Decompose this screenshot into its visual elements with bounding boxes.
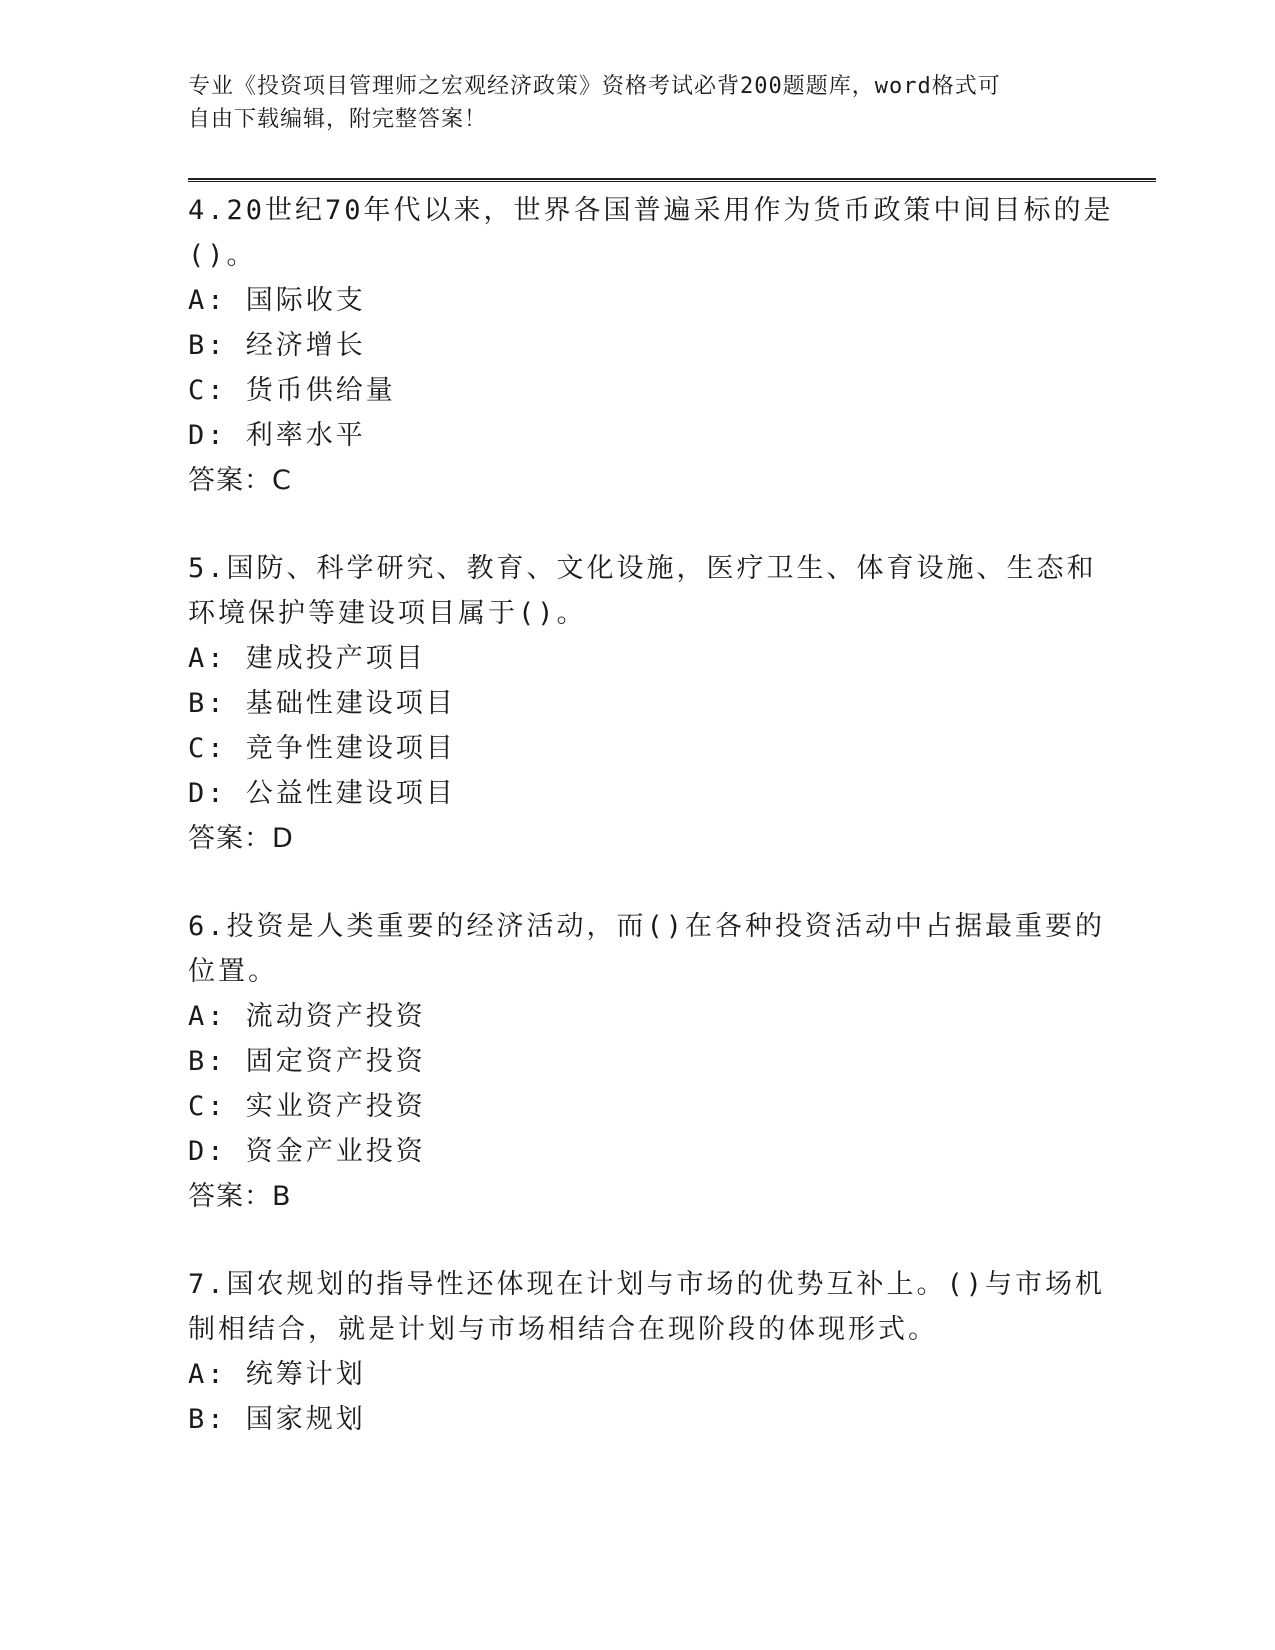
- document-header: [188, 70, 1088, 136]
- question-7: [188, 1262, 1148, 1442]
- answer-label: 答案：B: [188, 1181, 292, 1212]
- question-stem-continued: 制相结合，就是计划与市场相结合在现阶段的体现形式。: [188, 1314, 938, 1345]
- question-list: [188, 188, 1148, 1442]
- option-b: B: 经济增长: [188, 330, 366, 361]
- question-stem-continued: 环境保护等建设项目属于()。: [188, 598, 587, 629]
- option-c: C: 竞争性建设项目: [188, 733, 456, 764]
- question-stem-continued: 位置。: [188, 956, 278, 987]
- option-b: B: 固定资产投资: [188, 1046, 426, 1077]
- answer-label: 答案：D: [188, 823, 294, 854]
- option-b: B: 国家规划: [188, 1404, 366, 1435]
- question-spacer: [188, 861, 1148, 904]
- option-d: D: 公益性建设项目: [188, 778, 456, 809]
- answer-label: 答案：C: [188, 465, 292, 496]
- option-c: C: 实业资产投资: [188, 1091, 426, 1122]
- option-a: A: 流动资产投资: [188, 1001, 426, 1032]
- option-d: D: 资金产业投资: [188, 1136, 426, 1167]
- question-spacer: [188, 503, 1148, 546]
- option-c: C: 货币供给量: [188, 375, 396, 406]
- option-a: A: 建成投产项目: [188, 643, 426, 674]
- option-a: A: 国际收支: [188, 285, 366, 316]
- option-a: A: 统筹计划: [188, 1359, 366, 1390]
- question-stem: 7.国农规划的指导性还体现在计划与市场的优势互补上。()与市场机: [188, 1269, 1106, 1300]
- question-spacer: [188, 1219, 1148, 1262]
- question-6: [188, 904, 1148, 1219]
- header-line-2: 自由下载编辑，附完整答案！: [188, 107, 488, 132]
- question-stem-continued: ()。: [188, 240, 257, 271]
- question-5: [188, 546, 1148, 861]
- question-stem: 4.20世纪70年代以来，世界各国普遍采用作为货币政策中间目标的是: [188, 195, 1114, 226]
- header-divider: [188, 178, 1156, 182]
- question-4: [188, 188, 1148, 503]
- question-stem: 5.国防、科学研究、教育、文化设施，医疗卫生、体育设施、生态和: [188, 553, 1097, 584]
- question-stem: 6.投资是人类重要的经济活动，而()在各种投资活动中占据最重要的: [188, 911, 1106, 942]
- option-d: D: 利率水平: [188, 420, 366, 451]
- option-b: B: 基础性建设项目: [188, 688, 456, 719]
- header-line-1: 专业《投资项目管理师之宏观经济政策》资格考试必背200题题库，word格式可: [188, 74, 1001, 99]
